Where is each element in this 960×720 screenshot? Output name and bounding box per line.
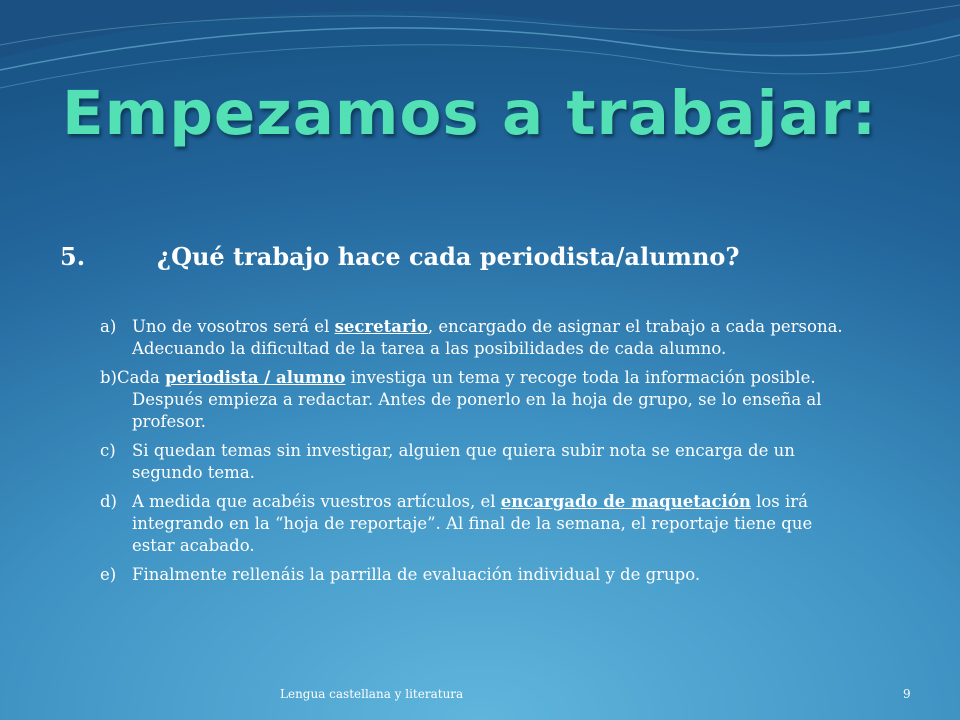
task-item-b <box>100 367 860 433</box>
task-item-c <box>100 440 860 484</box>
item-text: los irá integrando en la “hoja de reportaje”. Al final de la semana, el reportaje tiene que estar acabado. <box>132 492 813 555</box>
item-label: b) <box>100 368 117 387</box>
role-maquetacion: encargado de maquetación <box>500 492 751 511</box>
item-text: A medida que acabéis vuestros artículos, el <box>132 492 501 511</box>
task-item-e <box>100 564 860 586</box>
item-text: investiga un tema y recoge toda la información posible. Después empieza a redactar. Antes de ponerlo en la hoja de grupo, se lo enseña al profesor. <box>132 368 822 431</box>
item-text: Uno de vosotros será el <box>132 317 335 336</box>
role-periodista: periodista / alumno <box>165 368 346 387</box>
question-heading <box>60 242 739 271</box>
task-item-a <box>100 316 860 360</box>
item-text: Si quedan temas sin investigar, alguien que quiera subir nota se encarga de un segundo tema. <box>132 441 795 482</box>
item-text: Cada <box>117 368 166 387</box>
item-label: e) <box>100 565 117 584</box>
item-label: d) <box>100 492 117 511</box>
page-number: 9 <box>903 687 911 701</box>
item-label: a) <box>100 317 117 336</box>
question-text: ¿Qué trabajo hace cada periodista/alumno? <box>157 242 740 271</box>
role-secretario: secretario <box>334 317 428 336</box>
question-number: 5. <box>60 242 86 271</box>
item-text: , encargado de asignar el trabajo a cada persona. Adecuando la dificultad de la tarea a las posibilidades de cada alumno. <box>132 317 843 358</box>
slide-title: Empezamos a trabajar: <box>62 78 878 149</box>
task-list <box>100 316 860 593</box>
item-label: c) <box>100 441 116 460</box>
item-text: Finalmente rellenáis la parrilla de evaluación individual y de grupo. <box>132 565 701 584</box>
footer-course-name: Lengua castellana y literatura <box>280 687 464 701</box>
task-item-d <box>100 491 860 557</box>
